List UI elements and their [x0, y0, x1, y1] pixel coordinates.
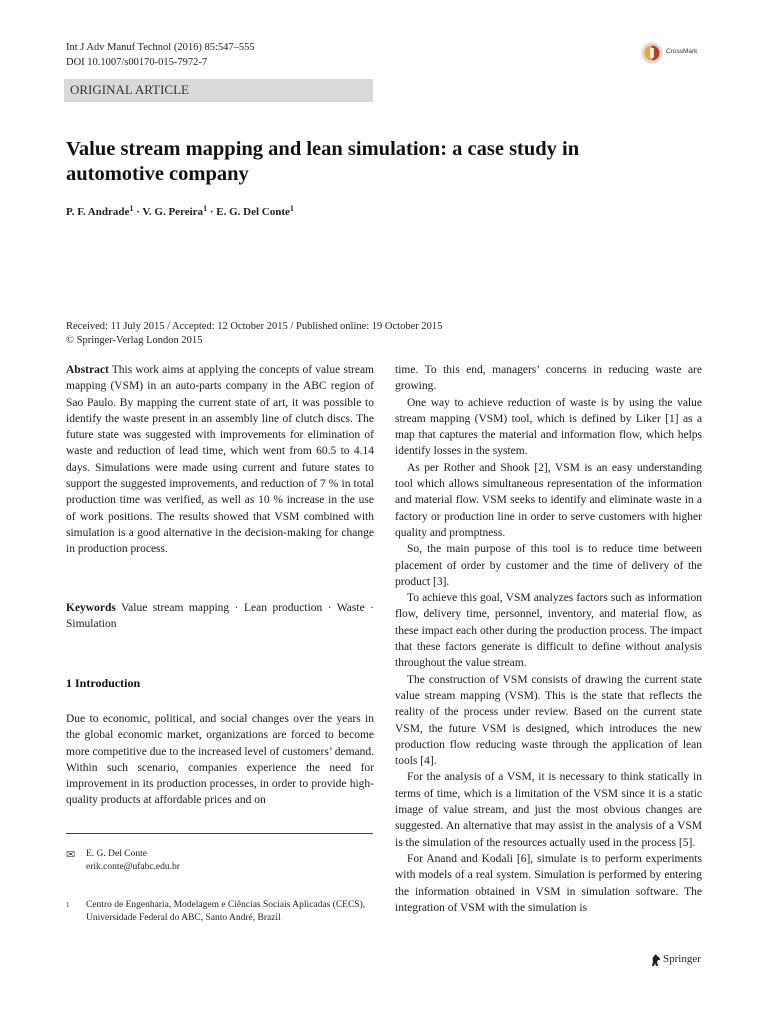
keywords-text: Value stream mapping · Lean production · Waste · Simulation	[66, 602, 374, 631]
author-affiliation-mark: 1	[203, 204, 208, 213]
author-name[interactable]: E. G. Del Conte	[216, 206, 290, 218]
crossmark-icon	[641, 42, 663, 64]
affiliation-number: 1	[66, 901, 70, 909]
copyright-line: © Springer-Verlag London 2015	[66, 335, 203, 346]
right-column	[395, 362, 702, 916]
body-paragraph: time. To this end, managers’ concerns in reducing waste are growing.	[395, 364, 702, 393]
body-paragraph: So, the main purpose of this tool is to reduce time between placement of order by customer and the time of delivery of the product [3].	[395, 543, 702, 588]
article-title: Value stream mapping and lean simulation: a case study in automotive company	[66, 138, 580, 185]
abstract-label: Abstract	[66, 364, 109, 376]
affiliation-text: Centro de Engenharia, Modelagem e Ciências Sociais Aplicadas (CECS), Universidade Federal do ABC, Santo André, Brazil	[86, 900, 366, 923]
body-paragraph: For the analysis of a VSM, it is necessary to think statically in terms of time, which is a limitation of the VSM since it is a static image of value stream, and just the most obvious changes are suggested. An alternative that may assist in the analysis of a VSM is the simulation of the resources actually used in the process [5].	[395, 771, 702, 849]
keywords-block	[66, 600, 374, 633]
body-paragraph: As per Rother and Shook [2], VSM is an easy understanding tool which allows simultaneous representation of the information and material flow. VSM seeks to identify and eliminate waste in a factory or production line in order to serve customers with higher quality and promptness.	[395, 461, 702, 539]
corresponding-author	[86, 848, 180, 874]
article-type-banner: ORIGINAL ARTICLE	[64, 79, 373, 102]
author-name[interactable]: V. G. Pereira	[142, 206, 204, 218]
contact-email[interactable]: erik.conte@ufabc.edu.br	[86, 862, 180, 872]
intro-text: Due to economic, political, and social changes over the years in the global economic market, organizations are forced to become more competitive due to the increased level of customers’ demand. Within such scenario, companies experience the need for improvement in its production processes, in order to provide high-quality products at affordable prices and on	[66, 713, 374, 807]
body-paragraph: To achieve this goal, VSM analyzes factors such as information flow, delivery time, personnel, inventory, and material flow, as these impact each other during the production process. The impact that these factors generate is difficult to define without analysis throughout the value stream.	[395, 592, 702, 670]
author-name[interactable]: P. F. Andrade	[66, 206, 130, 218]
crossmark-label: CrossMark	[666, 48, 698, 55]
abstract-block	[66, 362, 374, 558]
body-paragraph: The construction of VSM consists of drawing the current state value stream mapping (VSM). This is the state that reflects the reality of the process under review. Based on the current state VSM, the future VSM is designed, which introduces the new production flow reducing waste through the application of lean tools [4].	[395, 673, 702, 768]
contact-name: E. G. Del Conte	[86, 849, 147, 859]
author-separator: ·	[133, 206, 143, 218]
publication-history	[66, 320, 442, 348]
body-paragraph: For Anand and Kodali [6], simulate is to perform experiments with models of a real system. Simulation is performed by entering the information obtained in VSM in simulation software. The integration of VSM with the simulation is	[395, 852, 702, 914]
envelope-icon: ✉	[66, 849, 76, 861]
journal-line: Int J Adv Manuf Technol (2016) 85:547–555	[66, 42, 255, 53]
abstract-text: This work aims at applying the concepts of value stream mapping (VSM) in an auto-parts company in the ABC region of Sao Paulo. By mapping the current state of art, it was possible to identify the waste present in an assembly line of clutch discs. The future state was suggested with improvements for elimination of waste and reduction of lead time, which went from 60.5 to 4.14 days. Simulations were made using current and future states to support the suggested improvements, and reduction of 7 % in total production time was verified, as well as 10 % increase in the use of work positions. The results showed that VSM combined with simulation is a good alternative in the decision-making for change in production process.	[66, 364, 375, 556]
body-paragraph: One way to achieve reduction of waste is by using the value stream mapping (VSM) tool, which is defined by Liker [1] as a map that captures the material and information flow, which helps identify losses in the system.	[395, 396, 702, 458]
author-affiliation-mark: 1	[289, 204, 294, 213]
publisher-name: Springer	[663, 953, 701, 965]
journal-citation	[66, 40, 255, 70]
dates-line: Received: 11 July 2015 / Accepted: 12 October 2015 / Published online: 19 October 2015	[66, 321, 443, 332]
crossmark-badge[interactable]	[641, 42, 707, 66]
springer-horse-icon	[650, 953, 662, 967]
introduction-paragraph	[66, 711, 374, 809]
footnote-divider	[66, 833, 373, 834]
section-heading-introduction: 1 Introduction	[66, 676, 141, 690]
keywords-label: Keywords	[66, 602, 116, 614]
author-separator: ·	[207, 206, 217, 218]
author-affiliation-mark: 1	[129, 204, 134, 213]
author-list	[66, 204, 294, 218]
doi-line[interactable]: DOI 10.1007/s00170-015-7972-7	[66, 57, 208, 68]
